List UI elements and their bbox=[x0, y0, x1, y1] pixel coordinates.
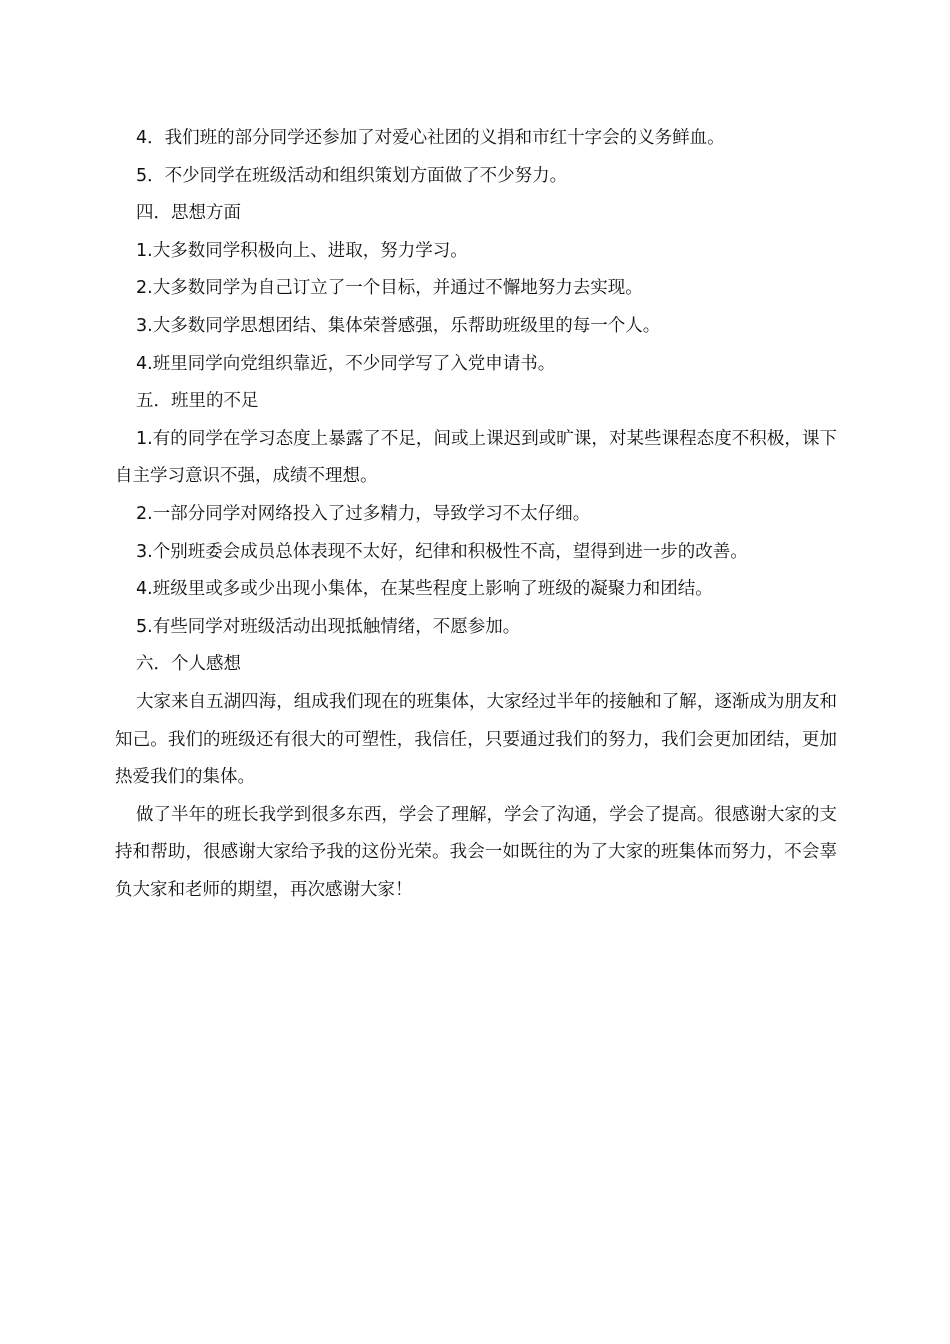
list-item: 4.班里同学向党组织靠近，不少同学写了入党申请书。 bbox=[136, 353, 556, 374]
list-item: 1.有的同学在学习态度上暴露了不足，间或上课迟到或旷课，对某些课程态度不积极，课下自主学习意识不强，成绩不理想。 bbox=[115, 428, 837, 487]
list-item: 3.大多数同学思想团结、集体荣誉感强，乐帮助班级里的每一个人。 bbox=[136, 315, 661, 336]
list-item: 4．我们班的部分同学还参加了对爱心社团的义捐和市红十字会的义务鲜血。 bbox=[136, 128, 725, 148]
list-item: 1.大多数同学积极向上、进取，努力学习。 bbox=[136, 240, 468, 261]
body-paragraph: 做了半年的班长我学到很多东西，学会了理解，学会了沟通，学会了提高。很感谢大家的支持和帮助，很感谢大家给予我的这份光荣。我会一如既往的为了大家的班集体而努力，不会辜负大家和老师的期望，再次感谢大家！ bbox=[115, 804, 837, 900]
body-paragraph: 大家来自五湖四海，组成我们现在的班集体，大家经过半年的接触和了解，逐渐成为朋友和知己。我们的班级还有很大的可塑性，我信任，只要通过我们的努力，我们会更加团结，更加热爱我们的集体。 bbox=[115, 691, 837, 788]
document-body bbox=[115, 120, 837, 909]
list-item: 2.大多数同学为自己订立了一个目标，并通过不懈地努力去实现。 bbox=[136, 278, 643, 299]
list-item: 3.个别班委会成员总体表现不太好，纪律和积极性不高，望得到进一步的改善。 bbox=[136, 541, 748, 562]
section-heading: 四．思想方面 bbox=[136, 203, 241, 224]
list-item: 4.班级里或多或少出现小集体，在某些程度上影响了班级的凝聚力和团结。 bbox=[136, 579, 713, 600]
section-heading: 五．班里的不足 bbox=[136, 391, 259, 412]
list-item: 2.一部分同学对网络投入了过多精力，导致学习不太仔细。 bbox=[136, 503, 591, 524]
list-item: 5.有些同学对班级活动出现抵触情绪，不愿参加。 bbox=[136, 616, 521, 637]
section-heading: 六．个人感想 bbox=[136, 654, 241, 675]
list-item: 5．不少同学在班级活动和组织策划方面做了不少努力。 bbox=[136, 165, 568, 186]
